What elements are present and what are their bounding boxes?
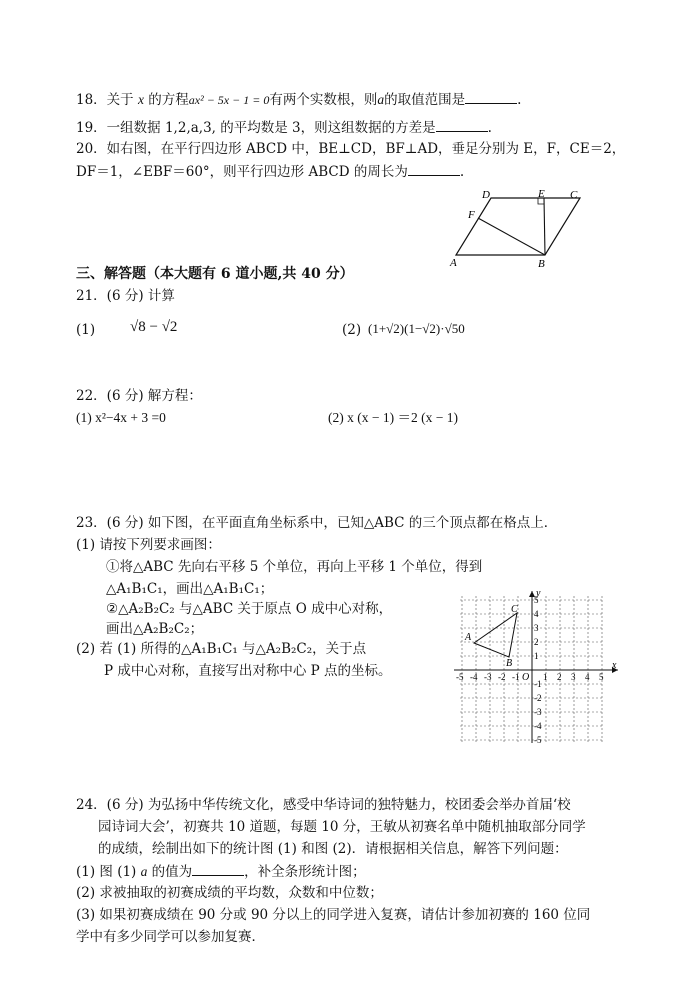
q18-lead: 18．关于: [76, 92, 138, 108]
x-tick-label: -4: [470, 672, 478, 682]
q19-answer-blank[interactable]: [436, 118, 488, 132]
x-tick-label: 2: [557, 672, 562, 682]
x-tick-label: 3: [571, 672, 576, 682]
q19-text: 19．一组数据 1,2,a,3, 的平均数是 3，则这组数据的方差是: [76, 120, 436, 136]
parallelogram-abcd: [456, 198, 580, 255]
q23-item1a: ①将△ABC 先向右平移 5 个单位，再向上平移 1 个单位，得到: [106, 559, 483, 575]
origin-label: O: [522, 672, 530, 683]
q20-line2-text: DF＝1，∠EBF＝60°，则平行四边形 ABCD 的周长为: [76, 164, 408, 180]
y-tick-label: 4: [534, 609, 539, 619]
x-axis-label: x: [612, 660, 617, 671]
q24-sub1-a: (1) 图 (1): [76, 864, 141, 880]
x-tick-label: -3: [484, 672, 492, 682]
q18-end: 的取值范围是: [384, 92, 466, 108]
q18-equation: ax² − 5x − 1 = 0: [188, 93, 270, 107]
q22-part1: (1) x²−4x + 3 =0: [76, 410, 166, 425]
q18-answer-blank[interactable]: [465, 90, 517, 104]
q18-period: .: [517, 92, 522, 108]
q18-var-x: x: [137, 92, 144, 107]
q24-answer-blank[interactable]: [192, 862, 244, 876]
q24-sub1: [76, 862, 366, 881]
q24-sub1-b: 的值为: [147, 864, 193, 880]
label-f: F: [468, 209, 475, 221]
x-tick-label: -1: [512, 672, 520, 682]
label-b: B: [538, 258, 545, 268]
q21-part1-label: (1): [76, 322, 96, 338]
q23-part2a: (2) 若 (1) 所得的△A₁B₁C₁ 与△A₂B₂C₂，关于点: [76, 641, 367, 657]
y-axis-label: y: [536, 588, 541, 599]
q23-item2a: ②△A₂B₂C₂ 与△ABC 关于原点 O 成中心对称，: [106, 601, 393, 617]
segment-be: [544, 198, 545, 255]
y-tick-label: 3: [534, 623, 539, 633]
q23-item1b: △A₁B₁C₁，画出△A₁B₁C₁；: [106, 581, 274, 597]
question-22-title: 22．(6 分) 解方程：: [76, 388, 202, 404]
question-24-line3: 的成绩，绘制出如下的统计图 (1) 和图 (2)．请根据相关信息，解答下列问题：: [98, 841, 568, 857]
label-e: E: [538, 188, 545, 200]
triangle-abc: [474, 613, 517, 657]
q23-item2b: 画出△A₂B₂C₂；: [106, 621, 204, 637]
q21-part2-expr: (1+√2)(1−√2)·√50: [368, 321, 465, 336]
section-3-heading: 三、解答题（本大题有 6 道小题,共 40 分）: [76, 266, 354, 282]
q20-period: .: [459, 164, 465, 180]
q18-mid: 的方程: [143, 92, 189, 108]
x-tick-label: 1: [543, 672, 548, 682]
question-24-line2: 园诗词大会’，初赛共 10 道题，每题 10 分，王敏从初赛名单中随机抽取部分同学: [98, 819, 586, 835]
q24-sub1-c: ，补全条形统计图；: [244, 864, 366, 880]
q21-part2-label: (2): [342, 322, 362, 338]
y-tick-label: 5: [534, 595, 539, 605]
point-b-label: B: [506, 658, 513, 669]
q24-sub1-var: a: [140, 864, 148, 879]
q18-var-a: a: [377, 92, 385, 107]
question-23-title: 23．(6 分) 如下图，在平面直角坐标系中，已知△ABC 的三个顶点都在格点上．: [76, 515, 558, 531]
q24-sub3a: (3) 如果初赛成绩在 90 分或 90 分以上的同学进入复赛，请估计参加初赛的 160 位同: [76, 907, 591, 923]
label-a: A: [450, 257, 457, 268]
x-tick-label: 4: [585, 672, 590, 682]
y-tick-label: -2: [534, 693, 542, 703]
y-tick-label: -5: [534, 735, 542, 745]
y-tick-label: -4: [534, 721, 542, 731]
q23-part2b: P 成中心对称，直接写出对称中心 P 点的坐标。: [104, 663, 392, 679]
segment-bf: [478, 218, 545, 255]
x-tick-label: 5: [599, 672, 604, 682]
q24-sub3b: 学中有多少同学可以参加复赛．: [76, 929, 265, 945]
question-20-line1: 20．如右图，在平行四边形 ABCD 中，BE⊥CD，BF⊥AD，垂足分别为 E，F，CE＝2，: [76, 141, 626, 157]
point-c-label: C: [511, 604, 518, 615]
y-tick-label: 1: [534, 651, 539, 661]
question-19: [76, 118, 492, 137]
label-d: D: [482, 189, 490, 201]
q23-part1: (1) 请按下列要求画图：: [76, 537, 221, 553]
q24-sub2: (2) 求被抽取的初赛成绩的平均数，众数和中位数；: [76, 885, 383, 901]
q18-tail: 有两个实数根，则: [269, 92, 378, 108]
q19-period: .: [487, 120, 492, 136]
question-24-line1: 24．(6 分) 为弘扬中华传统文化，感受中华诗词的独特魅力，校团委会举办首届‘校: [76, 797, 571, 813]
label-c: C: [570, 189, 578, 201]
y-tick-label: -1: [534, 679, 542, 689]
x-tick-label: -5: [456, 672, 464, 682]
q21-part1-expr: √8 − √2: [130, 319, 178, 335]
question-20-line2: [76, 162, 464, 181]
coordinate-grid: [452, 588, 622, 748]
q20-answer-blank[interactable]: [408, 162, 460, 176]
parallelogram-figure: [440, 188, 590, 268]
x-tick-label: -2: [498, 672, 506, 682]
question-18: [76, 90, 521, 109]
y-tick-label: -3: [534, 707, 542, 717]
question-21-title: 21．(6 分) 计算: [76, 288, 175, 304]
point-a-label: A: [465, 632, 472, 643]
q22-part2: (2) x (x − 1) ＝2 (x − 1): [328, 410, 458, 425]
y-tick-label: 2: [534, 637, 539, 647]
